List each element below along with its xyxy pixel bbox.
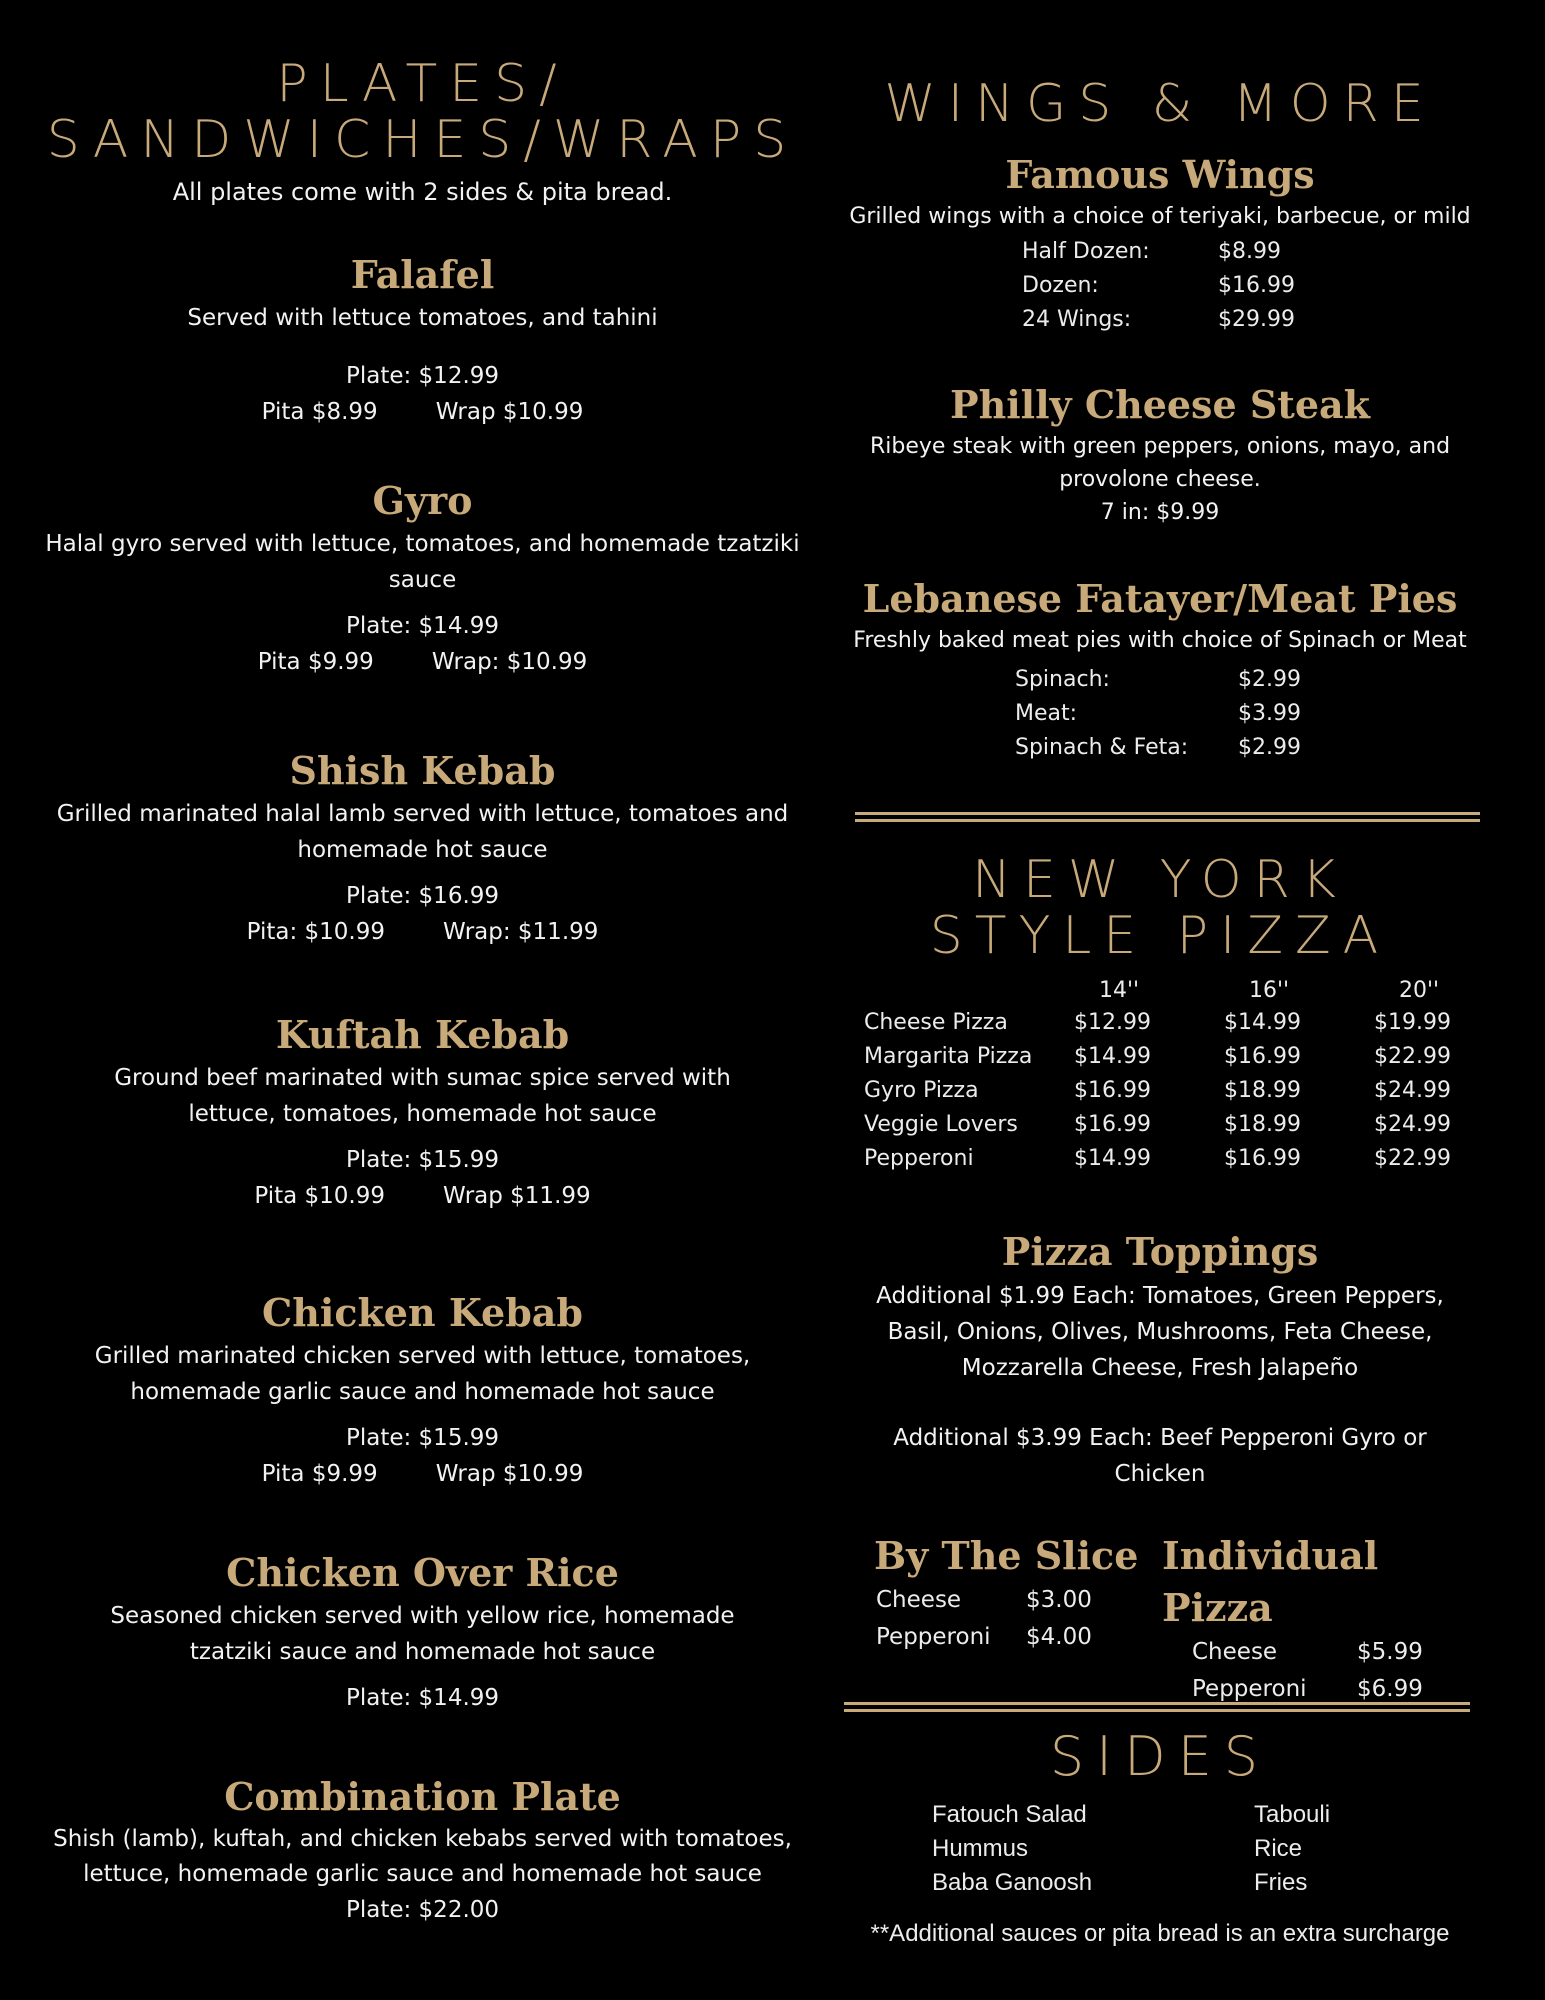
size-14: 14'' [1099,977,1140,1003]
price-value: $5.99 [1357,1639,1423,1665]
pizza-price: $16.99 [1224,1145,1301,1171]
pizza-row [864,1073,1524,1107]
item-title: Chicken Kebab [262,1290,583,1335]
pizza-name: Cheese Pizza [864,1009,1008,1035]
menu-item-famous-wings [830,150,1490,234]
side-item: Fatouch Salad [932,1801,1087,1828]
pizza-price: $16.99 [1074,1111,1151,1137]
divider [855,812,1480,815]
toppings-tier-1: Additional $1.99 Each: Tomatoes, Green Peppers, Basil, Onions, Olives, Mushrooms, Feta Cheese, Mozzarella Cheese, Fresh Jalapeño [876,1283,1444,1381]
menu-item-shish-kebab [50,746,795,950]
pita-price: Pita: $10.99 [246,919,385,945]
menu-item-chicken-kebab [50,1288,795,1492]
item-description: Served with lettuce tomatoes, and tahini [187,305,658,331]
price-value: $16.99 [1218,273,1295,298]
item-title: By The Slice [874,1533,1139,1578]
price-value: $3.99 [1238,701,1301,726]
item-description: Ground beef marinated with sumac spice served with lettuce, tomatoes, homemade hot sauce [114,1065,731,1127]
pizza-name: Margarita Pizza [864,1043,1033,1069]
item-title: Famous Wings [1005,152,1315,197]
pita-wrap-prices [90,1178,755,1214]
pizza-price: $14.99 [1224,1009,1301,1035]
fatayer-price-list [1015,663,1338,765]
side-item: Hummus [932,1835,1029,1862]
pizza-name: Veggie Lovers [864,1111,1018,1137]
plates-title [30,54,815,171]
price-label: Spinach & Feta: [1015,735,1189,760]
side-item: Baba Ganoosh [932,1869,1093,1896]
menu-item-kuftah-kebab [90,1010,755,1214]
item-title: Individual Pizza [1162,1533,1379,1630]
item-description: Grilled marinated chicken served with lettuce, tomatoes, homemade garlic sauce and homemade hot sauce [94,1343,751,1405]
side-item: Fries [1254,1869,1308,1896]
plate-price: Plate: $15.99 [345,1425,500,1451]
item-title: Philly Cheese Steak [950,382,1370,427]
price-value: $29.99 [1218,307,1295,332]
plate-price: Plate: $14.99 [345,1685,500,1711]
pizza-price: $22.99 [1374,1043,1451,1069]
plates-subtitle: All plates come with 2 sides & pita bread. [172,178,673,206]
menu-item-philly-cheese-steak [850,380,1470,529]
pita-wrap-prices [50,914,795,950]
price-label: Cheese [876,1587,962,1613]
price-label: 24 Wings: [1022,307,1132,332]
plate-price: Plate: $22.00 [345,1897,500,1923]
plate-price: Plate: $16.99 [345,883,500,909]
footnote: **Additional sauces or pita bread is an extra surcharge [870,1920,1450,1947]
item-title: Kuftah Kebab [275,1012,570,1057]
sides-title: SIDES [1049,1725,1271,1788]
pizza-title [830,850,1490,967]
pizza-toppings [850,1226,1470,1492]
price-label: Spinach: [1015,667,1110,692]
divider [844,1702,1470,1705]
item-description: Halal gyro served with lettuce, tomatoes, and homemade tzatziki sauce [45,531,800,593]
divider [844,1709,1470,1712]
pizza-price: $14.99 [1074,1145,1151,1171]
pizza-price: $16.99 [1224,1043,1301,1069]
pita-wrap-prices [30,394,815,430]
price-label: Pepperoni [1192,1676,1307,1702]
pizza-row [864,1141,1524,1175]
price-value: $2.99 [1238,735,1301,760]
pizza-price: $19.99 [1374,1009,1451,1035]
by-the-slice [874,1530,1138,1656]
price-value: $4.00 [1026,1624,1092,1650]
item-description: Freshly baked meat pies with choice of Spinach or Meat [853,628,1467,653]
side-item: Tabouli [1254,1801,1331,1828]
item-title: Falafel [350,252,495,297]
pizza-name: Gyro Pizza [864,1077,979,1103]
price-value: $3.00 [1026,1587,1092,1613]
price-label: Dozen: [1022,273,1099,298]
pita-wrap-prices [50,1456,795,1492]
pizza-title-line1: NEW YORK [972,850,1348,910]
price-label: Meat: [1015,701,1078,726]
wrap-price: Wrap $10.99 [435,1461,584,1487]
pizza-title-line2: STYLE PIZZA [929,906,1391,967]
pizza-row [864,1039,1524,1073]
sides-list [932,1798,1454,1900]
wings-price-list [1022,235,1318,337]
wrap-price: Wrap: $11.99 [443,919,599,945]
plates-title-line2: SANDWICHES/WRAPS [46,110,799,171]
menu-item-falafel [30,250,815,430]
side-item: Rice [1254,1835,1303,1862]
toppings-tier-2: Additional $3.99 Each: Beef Pepperoni Gyro or Chicken [893,1425,1427,1487]
wings-title: WINGS & MORE [884,74,1436,134]
price-label: Pepperoni [876,1624,991,1650]
item-title: Lebanese Fatayer/Meat Pies [862,576,1458,621]
plate-price: Plate: $14.99 [345,613,500,639]
pizza-price: $14.99 [1074,1043,1151,1069]
size-16: 16'' [1249,977,1290,1003]
pizza-size-header [864,975,1524,1005]
pita-wrap-prices [40,644,805,680]
pizza-row [864,1107,1524,1141]
menu-item-chicken-over-rice [80,1548,765,1716]
pizza-name: Pepperoni [864,1145,974,1171]
pizza-price: $18.99 [1224,1077,1301,1103]
slice-price-list [876,1582,1138,1656]
item-title: Chicken Over Rice [226,1550,619,1595]
wrap-price: Wrap $11.99 [443,1183,591,1209]
menu-item-fatayer [830,574,1490,658]
pizza-price: $16.99 [1074,1077,1151,1103]
pizza-price: $24.99 [1374,1077,1451,1103]
item-description: Grilled wings with a choice of teriyaki, barbecue, or mild [849,204,1471,229]
pizza-price-table [864,975,1524,1175]
item-title: Gyro [372,478,473,523]
individual-pizza [1162,1530,1490,1708]
size-20: 20'' [1399,977,1440,1003]
price-value: $2.99 [1238,667,1301,692]
item-description: Grilled marinated halal lamb served with lettuce, tomatoes and homemade hot sauce [56,801,789,863]
item-description: Seasoned chicken served with yellow rice, homemade tzatziki sauce and homemade hot sauce [110,1603,735,1665]
pizza-row [864,1005,1524,1039]
wrap-price: Wrap: $10.99 [431,649,588,675]
pizza-price: $12.99 [1074,1009,1151,1035]
pita-price: Pita $10.99 [254,1183,385,1209]
pita-price: Pita $8.99 [261,399,378,425]
plate-price: Plate: $12.99 [345,363,500,389]
plates-title-line1: PLATES/ [276,54,569,114]
pizza-price: $24.99 [1374,1111,1451,1137]
pita-price: Pita $9.99 [261,1461,378,1487]
menu-item-combination-plate [50,1772,795,1928]
item-title: Pizza Toppings [1001,1229,1319,1274]
divider [855,819,1480,822]
item-description: Shish (lamb), kuftah, and chicken kebabs served with tomatoes, lettuce, homemade garlic sauce and homemade hot sauce [53,1826,792,1887]
wrap-price: Wrap $10.99 [435,399,584,425]
pita-price: Pita $9.99 [257,649,374,675]
item-title: Shish Kebab [289,748,556,793]
item-price: 7 in: $9.99 [1100,500,1220,525]
price-label: Cheese [1192,1639,1278,1665]
item-title: Combination Plate [224,1774,621,1819]
price-value: $8.99 [1218,239,1281,264]
menu-item-gyro [40,476,805,680]
pizza-price: $18.99 [1224,1111,1301,1137]
item-description: Ribeye steak with green peppers, onions, mayo, and provolone cheese. [869,434,1451,492]
pizza-price: $22.99 [1374,1145,1451,1171]
price-value: $6.99 [1357,1676,1423,1702]
price-label: Half Dozen: [1022,239,1150,264]
individual-price-list [1192,1634,1490,1708]
plate-price: Plate: $15.99 [345,1147,500,1173]
